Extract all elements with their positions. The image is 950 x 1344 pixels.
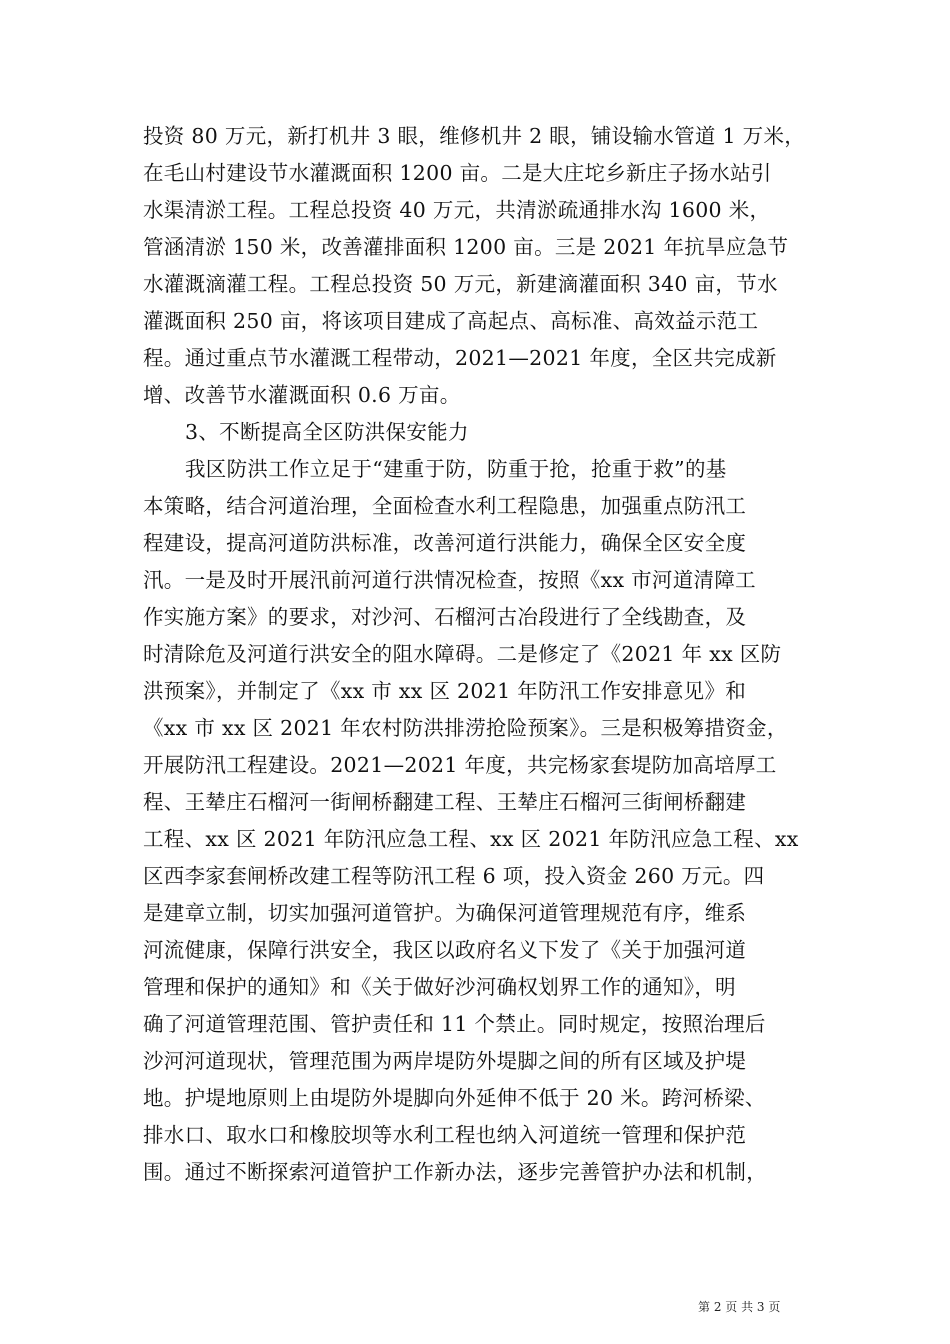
text-line: 汛。一是及时开展汛前河道行洪情况检查，按照《xx 市河道清障工 (143, 568, 756, 592)
text-line: 本策略，结合河道治理，全面检查水利工程隐患，加强重点防汛工 (143, 494, 747, 518)
text-line: 沙河河道现状，管理范围为两岸堤防外堤脚之间的所有区域及护堤 (143, 1049, 747, 1073)
text-line: 水灌溉滴灌工程。工程总投资 50 万元，新建滴灌面积 340 亩，节水 (143, 272, 778, 296)
text-line: 排水口、取水口和橡胶坝等水利工程也纳入河道统一管理和保护范 (143, 1123, 747, 1147)
text-line: 投资 80 万元，新打机井 3 眼，维修机井 2 眼，铺设输水管道 1 万米， (143, 124, 806, 148)
text-line: 程。通过重点节水灌溉工程带动，2021—2021 年度，全区共完成新 (143, 346, 777, 370)
section-heading: 3、不断提高全区防洪保安能力 (185, 420, 469, 444)
page-number: 第 2 页 共 3 页 (698, 1300, 781, 1314)
text-line: 河流健康，保障行洪安全，我区以政府名义下发了《关于加强河道 (143, 938, 747, 962)
text-line: 《xx 市 xx 区 2021 年农村防洪排涝抢险预案》。三是积极筹措资金， (143, 716, 788, 740)
text-line: 开展防汛工程建设。2021—2021 年度，共完杨家套堤防加高培厚工 (143, 753, 777, 777)
text-line: 工程、xx 区 2021 年防汛应急工程、xx 区 2021 年防汛应急工程、xx (143, 827, 799, 851)
text-line: 灌溉面积 250 亩，将该项目建成了高起点、高标准、高效益示范工 (143, 309, 759, 333)
text-line: 洪预案》，并制定了《xx 市 xx 区 2021 年防汛工作安排意见》和 (143, 679, 747, 703)
text-line: 管理和保护的通知》和《关于做好沙河确权划界工作的通知》，明 (143, 975, 736, 999)
text-line: 作实施方案》的要求，对沙河、石榴河古冶段进行了全线勘查，及 (143, 605, 747, 629)
text-line: 水渠清淤工程。工程总投资 40 万元，共清淤疏通排水沟 1600 米， (143, 198, 771, 222)
text-line: 程、王辇庄石榴河一街闸桥翻建工程、王辇庄石榴河三街闸桥翻建 (143, 790, 747, 814)
text-line: 在毛山村建设节水灌溉面积 1200 亩。二是大庄坨乡新庄子扬水站引 (143, 161, 772, 185)
text-line: 确了河道管理范围、管护责任和 11 个禁止。同时规定，按照治理后 (143, 1012, 766, 1036)
text-line: 时清除危及河道行洪安全的阻水障碍。二是修定了《2021 年 xx 区防 (143, 642, 782, 666)
text-line: 是建章立制，切实加强河道管护。为确保河道管理规范有序，维系 (143, 901, 747, 925)
text-line: 管涵清淤 150 米，改善灌排面积 1200 亩。三是 2021 年抗旱应急节 (143, 235, 789, 259)
text-line: 区西李家套闸桥改建工程等防汛工程 6 项，投入资金 260 万元。四 (143, 864, 765, 888)
text-line: 围。通过不断探索河道管护工作新办法，逐步完善管护办法和机制， (143, 1160, 767, 1184)
text-line: 程建设，提高河道防洪标准，改善河道行洪能力，确保全区安全度 (143, 531, 747, 555)
text-line: 地。护堤地原则上由堤防外堤脚向外延伸不低于 20 米。跨河桥梁、 (143, 1086, 766, 1110)
text-line: 增、改善节水灌溉面积 0.6 万亩。 (143, 383, 461, 407)
paragraph-first-line: 我区防洪工作立足于“建重于防，防重于抢，抢重于救”的基 (185, 457, 727, 481)
